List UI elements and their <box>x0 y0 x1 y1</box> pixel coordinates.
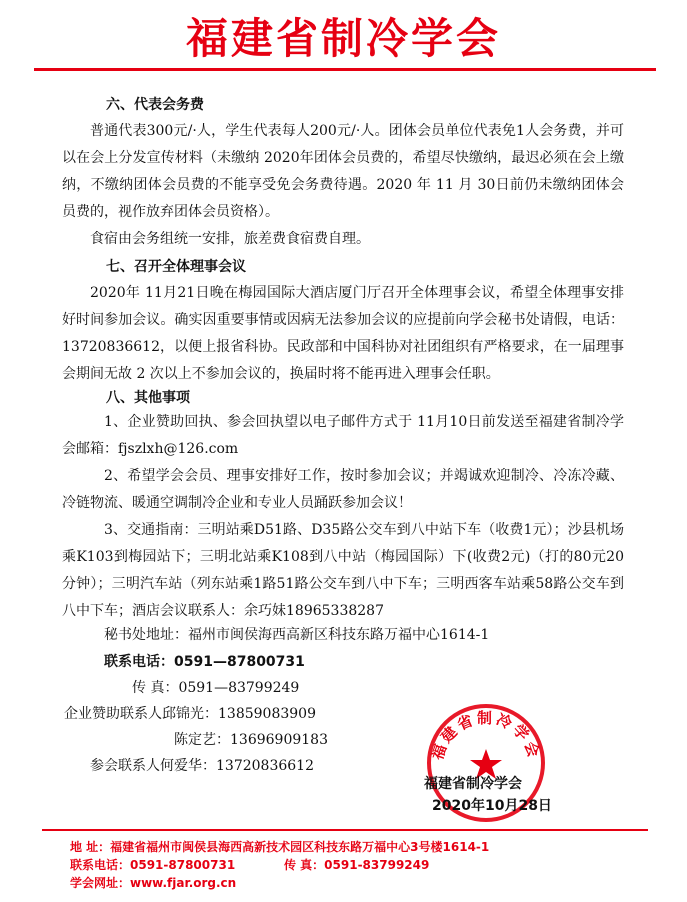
letterhead-title: 福建省制冷学会 <box>185 14 501 63</box>
sponsor-contact-1: 企业赞助联系人邱锦光：13859083909 <box>64 706 316 722</box>
section-8-heading: 八、其他事项 <box>106 390 190 406</box>
signature-date: 2020年10月28日 <box>432 798 552 814</box>
section-6-lodging-paragraph: 食宿由会务组统一安排，旅差费食宿费自理。 <box>90 231 370 247</box>
section-6-fee-paragraph: 普通代表300元/·人，学生代表每人200元/·人。团体会员单位代表免1人会务费，并可以在会上分发宣传材料（未缴纳 2020年团体会员费的，希望尽快缴纳，最迟必须在会上缴纳，不缴纳团体会员费的不能享受免会务费待遇。2020 年 11 月 30日前仍未缴纳团体会员费的，视作放弃团体会员资格）。 <box>62 123 624 220</box>
seal-lettering: 福建省制冷学会 <box>428 709 544 763</box>
footer-address: 地 址：福建省福州市闽侯县海西高新技术园区科技东路万福中心3号楼1614-1 <box>70 840 490 854</box>
header-divider <box>34 68 656 71</box>
contact-phone: 联系电话：0591—87800731 <box>104 654 305 670</box>
footer-phone: 联系电话：0591-87800731 <box>70 858 236 872</box>
section-8-item-2: 2、希望学会会员、理事安排好工作，按时参加会议；并竭诚欢迎制冷、冷冻冷藏、冷链物流、暖通空调制冷企业和专业人员踊跃参加会议！ <box>62 468 624 511</box>
contact-fax: 传 真：0591—83799249 <box>132 680 300 696</box>
section-7-heading: 七、召开全体理事会议 <box>106 259 246 275</box>
section-8-item-1: 1、企业赞助回执、参会回执望以电子邮件方式于 11月10日前发送至福建省制冷学会邮箱：fjszlxh@126.com <box>62 414 624 457</box>
section-7-paragraph: 2020年 11月21日晚在梅园国际大酒店厦门厅召开全体理事会议，希望全体理事安排好时间参加会议。确实因重要事情或因病无法参加会议的应提前向学会秘书处请假，电话：13720836612，以便上报省科协。民政部和中国科协对社团组织有严格要求，在一届理事会期间无故 2 次以上不参加会议的，换届时将不能再进入理事会任职。 <box>62 285 624 382</box>
footer-website-link[interactable]: 学会网址：www.fjar.org.cn <box>70 876 237 890</box>
footer-divider <box>42 829 648 831</box>
secretariat-address: 秘书处地址：福州市闽侯海西高新区科技东路万福中心1614-1 <box>104 627 490 643</box>
section-6-heading: 六、代表会务费 <box>106 97 204 113</box>
signature-organization: 福建省制冷学会 <box>424 776 522 792</box>
attendee-contact: 参会联系人何爱华：13720836612 <box>90 758 314 774</box>
section-8-item-3: 3、交通指南：三明站乘D51路、D35路公交车到八中站下车（收费1元）；沙县机场乘K103到梅园站下；三明北站乘K108到八中站（梅园国际）下(收费2元)（打的80元20分钟）；三明汽车站（列东站乘1路51路公交车到八中下车；三明西客车站乘58路公交车到八中下车；酒店会议联系人：余巧妹18965338287 <box>62 522 624 619</box>
footer-fax: 传 真：0591-83799249 <box>284 858 430 872</box>
sponsor-contact-2: 陈定艺：13696909183 <box>174 732 328 748</box>
